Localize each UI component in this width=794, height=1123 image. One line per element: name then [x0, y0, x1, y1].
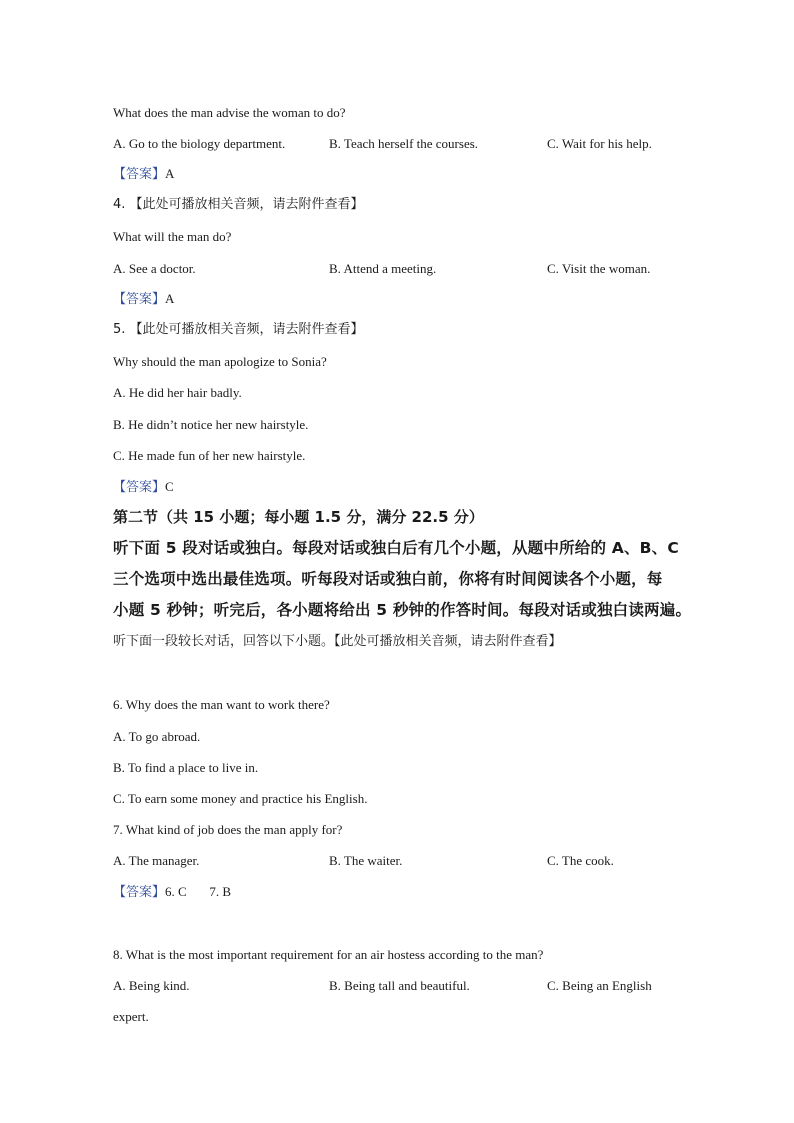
- option-c: C. The cook.: [547, 853, 614, 868]
- question-header: 5. 【此处可播放相关音频，请去附件查看】: [113, 322, 364, 337]
- option-a: A. Being kind.: [113, 978, 190, 993]
- instruction-line: 三个选项中选出最佳选项。听每段对话或独白前，你将有时间阅读各个小题，每: [113, 570, 663, 588]
- answer-tag: 【答案】: [113, 292, 166, 307]
- answer-line: [113, 291, 174, 308]
- question-text: What will the man do?: [113, 229, 232, 244]
- question-text: 6. Why does the man want to work there?: [113, 697, 330, 712]
- option-c: C. To earn some money and practice his English.: [113, 791, 368, 806]
- answer-tag: 【答案】: [113, 885, 166, 900]
- option-b: B. To find a place to live in.: [113, 760, 259, 775]
- answer-value: C: [165, 479, 174, 494]
- answer-line: [113, 166, 174, 183]
- option-a: A. Go to the biology department.: [113, 136, 286, 151]
- section-note: 听下面一段较长对话，回答以下小题。【此处可播放相关音频，请去附件查看】: [113, 634, 562, 649]
- option-c: C. Being an English: [547, 978, 652, 993]
- option-a: A. The manager.: [113, 853, 200, 868]
- option-a: A. He did her hair badly.: [113, 385, 242, 400]
- answer-line: [113, 884, 231, 901]
- option-b: B. The waiter.: [329, 853, 403, 868]
- question-text: What does the man advise the woman to do?: [113, 105, 346, 120]
- answer-tag: 【答案】: [113, 167, 166, 182]
- question-text: 8. What is the most important requirement for an air hostess according to the man?: [113, 947, 544, 962]
- option-a: A. See a doctor.: [113, 261, 196, 276]
- instruction-line: 小题 5 秒钟；听完后，各小题将给出 5 秒钟的作答时间。每段对话或独白读两遍。: [113, 601, 692, 619]
- option-b: B. Being tall and beautiful.: [329, 978, 470, 993]
- question-header: 4. 【此处可播放相关音频，请去附件查看】: [113, 197, 364, 212]
- section-title: 第二节（共 15 小题；每小题 1.5 分，满分 22.5 分）: [113, 508, 484, 526]
- answer-tag: 【答案】: [113, 480, 166, 495]
- option-continuation: expert.: [113, 1009, 149, 1024]
- question-text: 7. What kind of job does the man apply for?: [113, 822, 343, 837]
- answer-value: A: [165, 291, 175, 306]
- answer-line: [113, 479, 174, 496]
- option-a: A. To go abroad.: [113, 729, 201, 744]
- option-b: B. Attend a meeting.: [329, 261, 437, 276]
- instruction-line: 听下面 5 段对话或独白。每段对话或独白后有几个小题，从题中所给的 A、B、C: [113, 539, 679, 557]
- option-b: B. Teach herself the courses.: [329, 136, 479, 151]
- question-text: Why should the man apologize to Sonia?: [113, 354, 327, 369]
- option-c: C. Visit the woman.: [547, 261, 651, 276]
- option-c: C. He made fun of her new hairstyle.: [113, 448, 306, 463]
- answer-value: 6. C 7. B: [165, 884, 232, 899]
- option-c: C. Wait for his help.: [547, 136, 652, 151]
- option-b: B. He didn’t notice her new hairstyle.: [113, 417, 309, 432]
- answer-value: A: [165, 166, 175, 181]
